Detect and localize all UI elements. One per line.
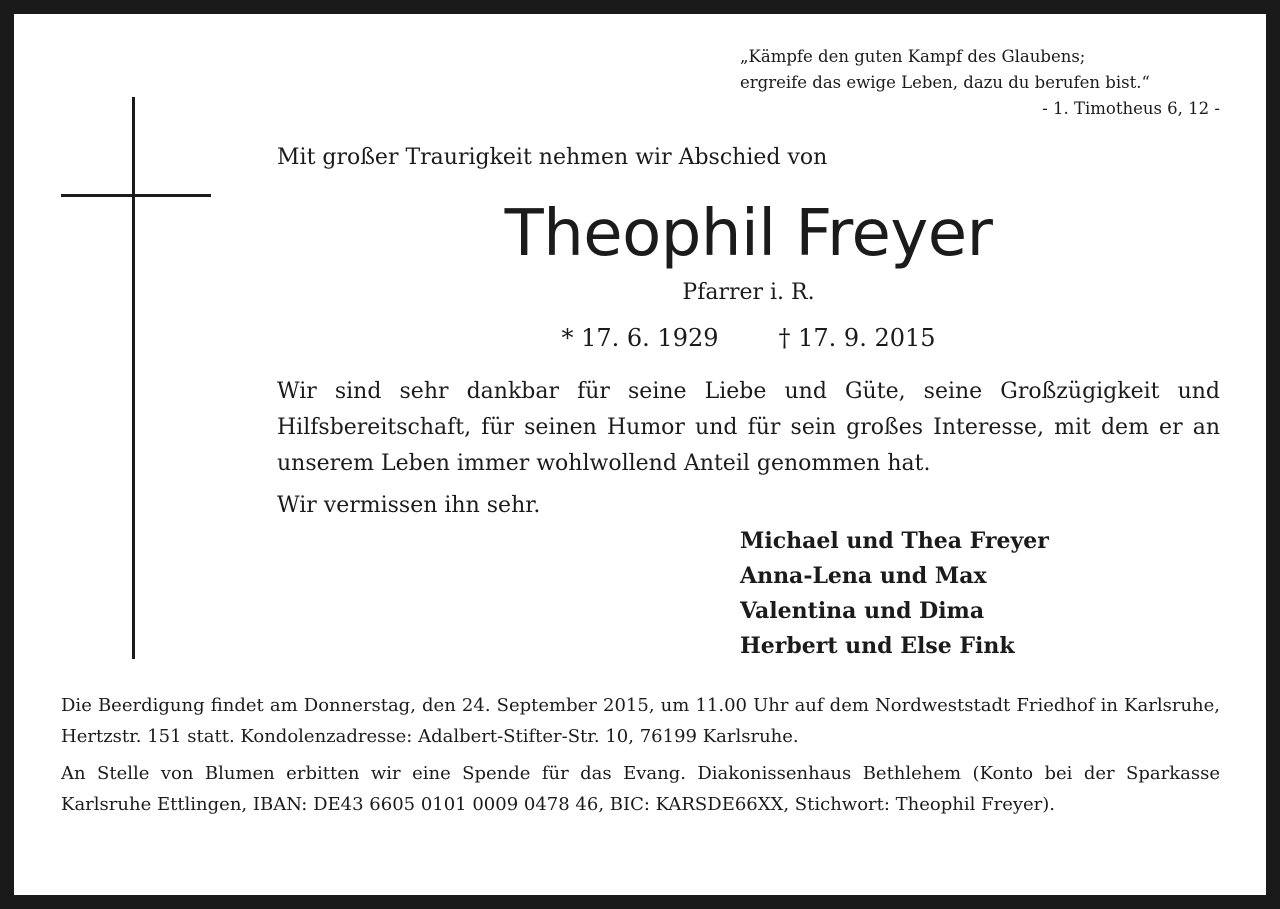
obituary-notice: [14, 14, 1266, 895]
verse-line-2: ergreife das ewige Leben, dazu du berufen bist.“: [740, 73, 1150, 92]
message-paragraph-2: Wir vermissen ihn sehr.: [277, 493, 541, 518]
birth-date: * 17. 6. 1929: [561, 324, 719, 352]
funeral-notice: Die Beerdigung findet am Donnerstag, den 24. September 2015, um 11.00 Uhr auf dem Nordweststadt Friedhof in Karlsruhe, Hertzstr. 151 statt. Kondolenzadresse: Adalbert-Stifter-Str. 10, 76199 Karlsruhe.: [61, 695, 1220, 747]
life-dates: [277, 324, 1220, 352]
mourner: Michael und Thea Freyer: [740, 528, 1049, 554]
cross-icon-vertical-bar: [132, 97, 135, 659]
mourner: Valentina und Dima: [740, 598, 985, 624]
verse-line-1: „Kämpfe den guten Kampf des Glaubens;: [740, 47, 1086, 66]
mourners-list: [740, 524, 1049, 664]
death-date: † 17. 9. 2015: [778, 324, 936, 352]
deceased-title: Pfarrer i. R.: [682, 280, 815, 305]
verse-reference: - 1. Timotheus 6, 12 -: [1042, 99, 1220, 118]
deceased-name: Theophil Freyer: [504, 197, 993, 271]
notices: [61, 690, 1220, 820]
intro-text: Mit großer Traurigkeit nehmen wir Abschied von: [277, 145, 828, 170]
mourner: Herbert und Else Fink: [740, 633, 1015, 659]
donation-notice: An Stelle von Blumen erbitten wir eine Spende für das Evang. Diakonissenhaus Bethlehem (Konto bei der Sparkasse Karlsruhe Ettlingen, IBAN: DE43 6605 0101 0009 0478 46, BIC: KARSDE66XX, Stichwort: Theophil Freyer).: [61, 763, 1220, 815]
bible-verse: [740, 44, 1220, 122]
mourner: Anna-Lena und Max: [740, 563, 987, 589]
cross-icon-horizontal-bar: [61, 194, 211, 197]
message: [277, 374, 1220, 524]
message-paragraph-1: Wir sind sehr dankbar für seine Liebe und Güte, seine Großzügigkeit und Hilfsbereitschaft, für seinen Humor und für sein großes Interesse, mit dem er an unserem Leben immer wohlwollend Anteil genommen hat.: [277, 379, 1220, 476]
